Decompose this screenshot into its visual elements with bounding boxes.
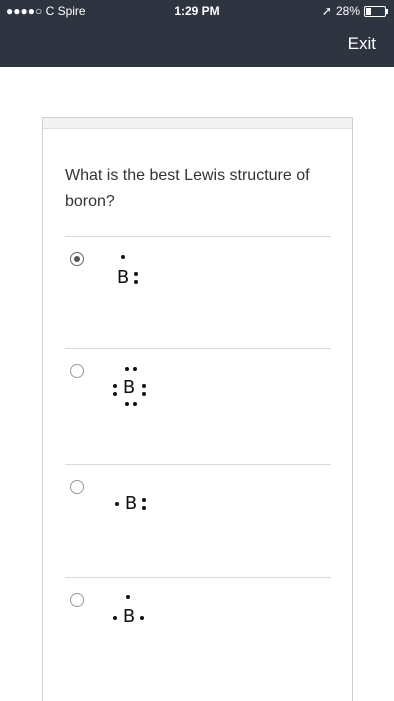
element-symbol: B (116, 267, 130, 288)
location-arrow-icon: ➚ (321, 4, 332, 18)
nav-bar (0, 22, 394, 67)
question-text: What is the best Lewis structure of boron? (65, 167, 310, 210)
radio-button-2[interactable] (70, 364, 84, 378)
answer-option-3[interactable] (65, 465, 331, 577)
status-bar (0, 0, 394, 22)
status-time: 1:29 PM (174, 4, 220, 18)
carrier-label: ●●●●○ C Spire (6, 4, 86, 18)
radio-button-1[interactable] (70, 252, 84, 266)
answer-option-1[interactable] (65, 237, 331, 349)
status-right (322, 4, 386, 18)
lewis-structure-3 (112, 475, 172, 535)
battery-percent: 28% (335, 4, 360, 18)
question-card (42, 117, 353, 701)
element-symbol: B (124, 493, 138, 514)
element-symbol: B (122, 377, 136, 398)
lewis-structure-1 (115, 247, 175, 307)
radio-button-4[interactable] (70, 593, 84, 607)
exit-button[interactable]: Exit (347, 34, 376, 53)
answer-option-2[interactable] (65, 349, 331, 464)
card-top-strip (43, 118, 352, 129)
radio-button-3[interactable] (70, 480, 84, 494)
lewis-structure-2 (110, 359, 170, 419)
answer-option-4[interactable] (65, 578, 331, 690)
lewis-structure-4 (110, 588, 170, 648)
battery-icon (364, 6, 386, 17)
element-symbol: B (122, 606, 136, 627)
